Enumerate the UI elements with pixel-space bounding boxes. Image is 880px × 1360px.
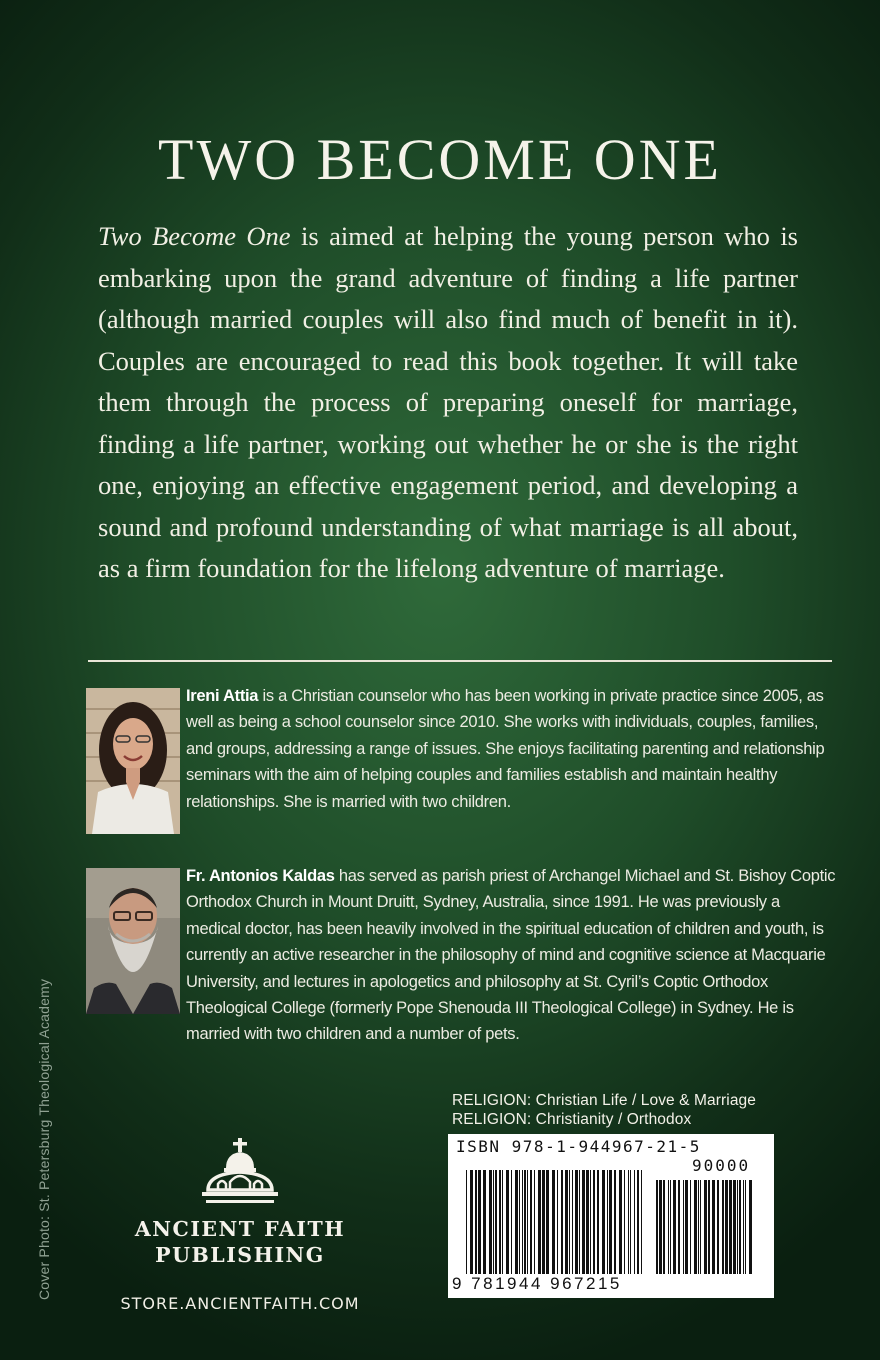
barcode-bar xyxy=(745,1180,746,1274)
barcode-bar xyxy=(729,1180,732,1274)
barcode-bar xyxy=(495,1170,497,1274)
barcode-bar xyxy=(609,1170,612,1274)
barcode-bar xyxy=(698,1180,699,1274)
bisac-category: RELIGION: Christianity / Orthodox xyxy=(452,1111,692,1128)
author-bio-body: is a Christian counselor who has been working in private practice since 2005, as well as being a school counselor since 2010. She works with individuals, couples, families, and groups, addressing a range of issues. She enjoys facilitating parenting and relationship seminars with the aim of helping couples and families establish and maintain healthy relationships. She is married with two children. xyxy=(186,687,825,811)
barcode-bar xyxy=(538,1170,541,1274)
barcode-bar xyxy=(607,1170,608,1274)
publisher-block xyxy=(100,1138,380,1313)
barcode-bar xyxy=(542,1170,545,1274)
barcode-bar xyxy=(572,1170,573,1274)
barcode-bars xyxy=(454,1158,770,1276)
barcode-bar xyxy=(725,1180,728,1274)
barcode-bar xyxy=(493,1170,494,1274)
ean-digits: 9 781944 967215 xyxy=(452,1274,622,1293)
publisher-name-line1: ANCIENT FAITH xyxy=(134,1217,346,1241)
author-name: Fr. Antonios Kaldas xyxy=(186,867,335,885)
barcode-bar xyxy=(637,1170,639,1274)
barcode-bar xyxy=(694,1180,697,1274)
barcode-bar xyxy=(641,1170,642,1274)
barcode-bar xyxy=(502,1170,503,1274)
barcode-bar xyxy=(659,1180,662,1274)
barcode-bar xyxy=(478,1170,481,1274)
barcode-bar xyxy=(739,1180,741,1274)
church-dome-logo-icon xyxy=(200,1138,280,1208)
barcode-bar xyxy=(737,1180,738,1274)
section-divider xyxy=(88,660,832,662)
barcode-bar xyxy=(630,1170,631,1274)
barcode-bar xyxy=(475,1170,477,1274)
author-name: Ireni Attia xyxy=(186,687,259,705)
barcode-bar xyxy=(690,1180,691,1274)
barcode-bar xyxy=(561,1170,563,1274)
barcode-bar xyxy=(597,1170,599,1274)
barcode-bar xyxy=(565,1170,568,1274)
barcode-bar xyxy=(700,1180,701,1274)
author-bio-ireni-attia xyxy=(86,688,836,838)
barcode-bar xyxy=(590,1170,591,1274)
barcode-bar xyxy=(678,1180,680,1274)
publisher-name-line2: PUBLISHING xyxy=(155,1243,325,1267)
barcode-bar xyxy=(663,1180,665,1274)
barcode-bar xyxy=(557,1170,558,1274)
barcode-bar xyxy=(749,1180,752,1274)
barcode-bar xyxy=(614,1170,616,1274)
barcode-bar xyxy=(634,1170,635,1274)
barcode-bar xyxy=(624,1170,625,1274)
barcode-bar xyxy=(489,1170,492,1274)
barcode-bar xyxy=(717,1180,719,1274)
barcode-bar xyxy=(712,1180,715,1274)
barcode-bar xyxy=(515,1170,518,1274)
barcode-bar xyxy=(733,1180,736,1274)
barcode-bar xyxy=(722,1180,724,1274)
barcode-bar xyxy=(546,1170,549,1274)
barcode-bar xyxy=(506,1170,509,1274)
description-body: is aimed at helping the young person who is embarking upon the grand adventure of finding a life partner (although married couples will also find much of benefit in it). Couples are encouraged to read this book together. It will take them through the process of preparing oneself for marriage, finding a life partner, working out whether he or she is the right one, enjoying an effective engagement period, and developing a sound and profound understanding of what marriage is all about, as a firm foundation for the lifelong adventure of marriage. xyxy=(98,221,798,583)
barcode-bar xyxy=(656,1180,658,1274)
barcode-bar xyxy=(708,1180,710,1274)
barcode-bar xyxy=(586,1170,589,1274)
barcode-bar xyxy=(628,1170,629,1274)
isbn-barcode xyxy=(448,1134,774,1298)
barcode-bar xyxy=(668,1180,669,1274)
barcode-bar xyxy=(511,1170,512,1274)
isbn-label: ISBN 978-1-944967-21-5 xyxy=(456,1137,701,1156)
barcode-bar xyxy=(534,1170,535,1274)
barcode-bar xyxy=(673,1180,676,1274)
price-code: 90000 xyxy=(692,1156,751,1175)
barcode-bar xyxy=(602,1170,605,1274)
barcode-bar xyxy=(575,1170,578,1274)
barcode-bar xyxy=(483,1170,486,1274)
barcode-bar xyxy=(685,1180,688,1274)
author-bio-antonios-kaldas xyxy=(86,867,836,1044)
barcode-bar xyxy=(569,1170,570,1274)
description-book-title: Two Become One xyxy=(98,221,291,251)
barcode-bar xyxy=(582,1170,585,1274)
barcode-bar xyxy=(743,1180,744,1274)
barcode-bar xyxy=(619,1170,622,1274)
author-bio-text xyxy=(186,863,836,1048)
publisher-store-url[interactable]: STORE.ANCIENTFAITH.COM xyxy=(120,1294,360,1313)
author-bio-body: has served as parish priest of Archangel Michael and St. Bishoy Coptic Orthodox Church in Mount Druitt, Sydney, Australia, since 1991. He was previously a medical doctor, has been heavily involved in the spiritual education of children and youth, is currently an active researcher in the philosophy of mind and cognitive science at Macquarie University, and lectures in apologetics and philosophy at St. Cyril’s Coptic Orthodox Theological College (formerly Pope Shenouda III Theological College) in Sydney. He is married with two children and a number of pets. xyxy=(186,867,836,1044)
book-title: TWO BECOME ONE xyxy=(158,127,722,192)
barcode-bar xyxy=(683,1180,684,1274)
barcode-bar xyxy=(530,1170,532,1274)
barcode-bar xyxy=(466,1170,467,1274)
barcode-bar xyxy=(704,1180,707,1274)
author-bio-text xyxy=(186,683,836,815)
barcode-bar xyxy=(470,1170,473,1274)
bisac-category: RELIGION: Christian Life / Love & Marriage xyxy=(452,1092,756,1109)
cover-photo-credit: Cover Photo: St. Petersburg Theological Academy xyxy=(36,978,52,1300)
barcode-bar xyxy=(670,1180,671,1274)
barcode-bar xyxy=(524,1170,526,1274)
author-photo-antonios-kaldas xyxy=(86,868,180,1014)
barcode-bar xyxy=(519,1170,520,1274)
barcode-bar xyxy=(527,1170,528,1274)
barcode-bar xyxy=(499,1170,501,1274)
book-description xyxy=(98,216,798,590)
barcode-bar xyxy=(552,1170,555,1274)
barcode-bar xyxy=(593,1170,595,1274)
barcode-bar xyxy=(522,1170,523,1274)
barcode-bar xyxy=(579,1170,580,1274)
author-photo-ireni-attia xyxy=(86,688,180,834)
